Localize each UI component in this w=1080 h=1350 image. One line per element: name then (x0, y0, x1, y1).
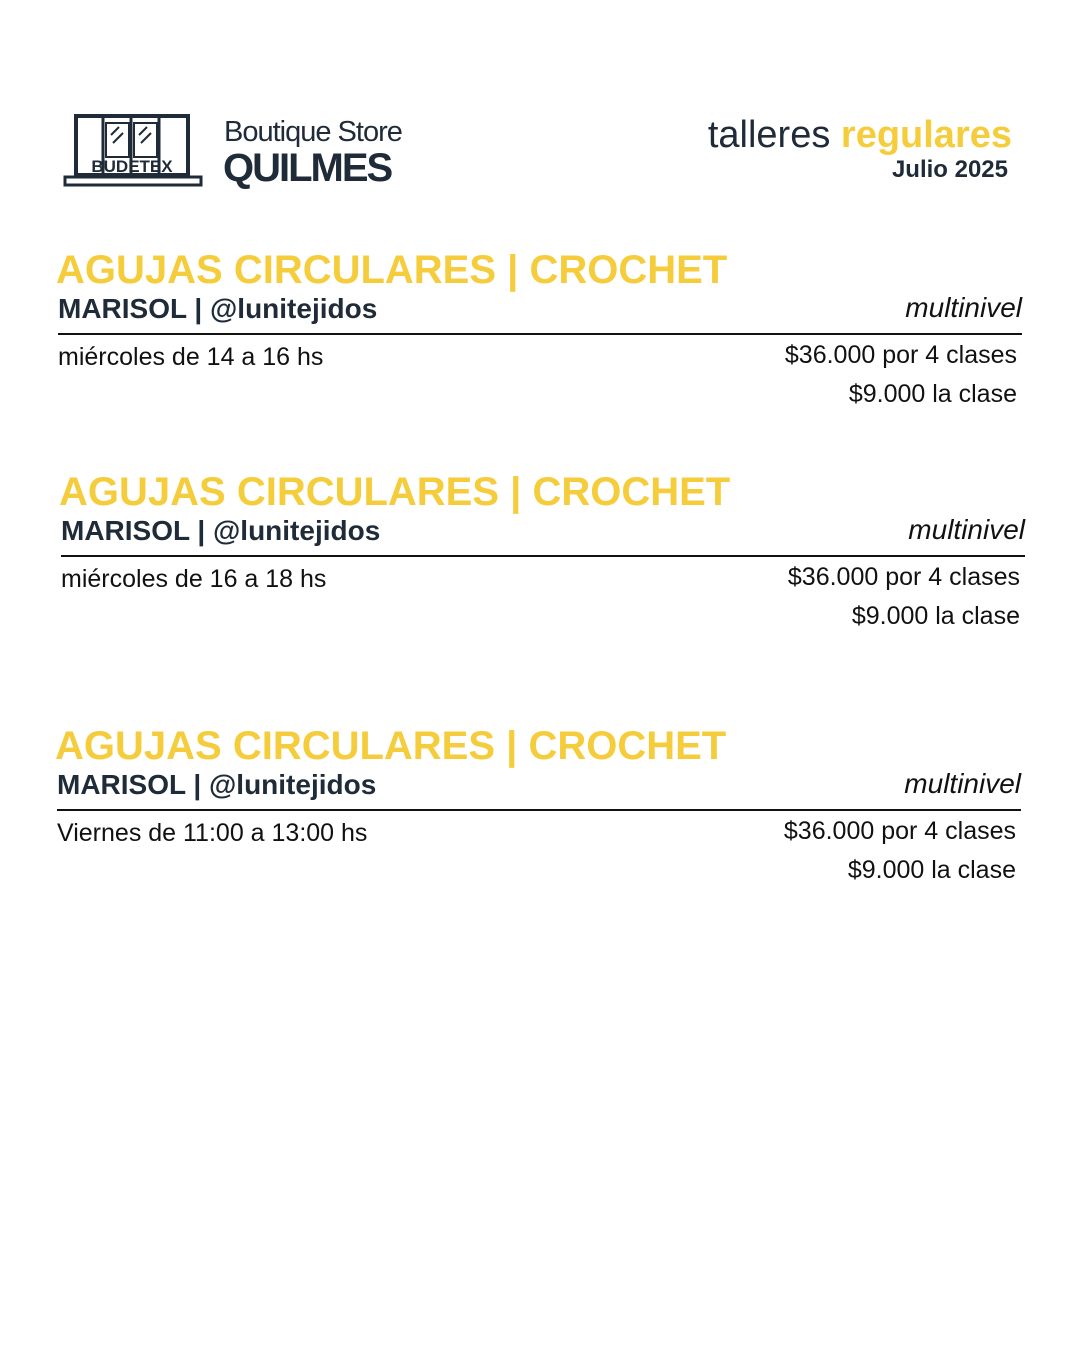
workshop-title: AGUJAS CIRCULARES | CROCHET (59, 470, 731, 514)
workshop-title: AGUJAS CIRCULARES | CROCHET (56, 248, 728, 292)
workshop-schedule: miércoles de 16 a 18 hs (61, 565, 327, 593)
header-date: Julio 2025 (891, 156, 1008, 183)
workshop-price-single: $9.000 la clase (847, 856, 1016, 884)
divider (57, 809, 1021, 811)
workshop-price-single: $9.000 la clase (851, 602, 1020, 630)
workshop-card (56, 248, 1022, 418)
workshop-teacher: MARISOL | @lunitejidos (61, 515, 381, 546)
workshop-title: AGUJAS CIRCULARES | CROCHET (55, 724, 727, 768)
workshop-price-package: $36.000 por 4 clases (784, 341, 1017, 369)
workshop-card (55, 724, 1021, 894)
workshop-teacher: MARISOL | @lunitejidos (57, 769, 377, 800)
workshop-price-single: $9.000 la clase (848, 380, 1017, 408)
divider (58, 333, 1022, 335)
workshop-level: multinivel (905, 292, 1022, 323)
workshop-price-package: $36.000 por 4 clases (783, 817, 1016, 845)
brand-location: QUILMES (223, 146, 392, 190)
logo-text: BUDETEX (91, 157, 173, 176)
budetex-logo-icon (63, 113, 203, 189)
brand-name: Boutique Store (224, 116, 402, 148)
header-title-plain: talleres (707, 114, 831, 156)
workshop-level: multinivel (908, 514, 1025, 545)
header-title-accent: regulares (840, 114, 1012, 156)
divider (61, 555, 1025, 557)
workshop-level: multinivel (904, 768, 1021, 799)
workshop-card (59, 470, 1025, 640)
workshop-price-package: $36.000 por 4 clases (787, 563, 1020, 591)
workshop-schedule: miércoles de 14 a 16 hs (58, 343, 324, 371)
workshop-schedule: Viernes de 11:00 a 13:00 hs (57, 819, 368, 847)
workshop-teacher: MARISOL | @lunitejidos (58, 293, 378, 324)
header-title (708, 114, 1012, 157)
